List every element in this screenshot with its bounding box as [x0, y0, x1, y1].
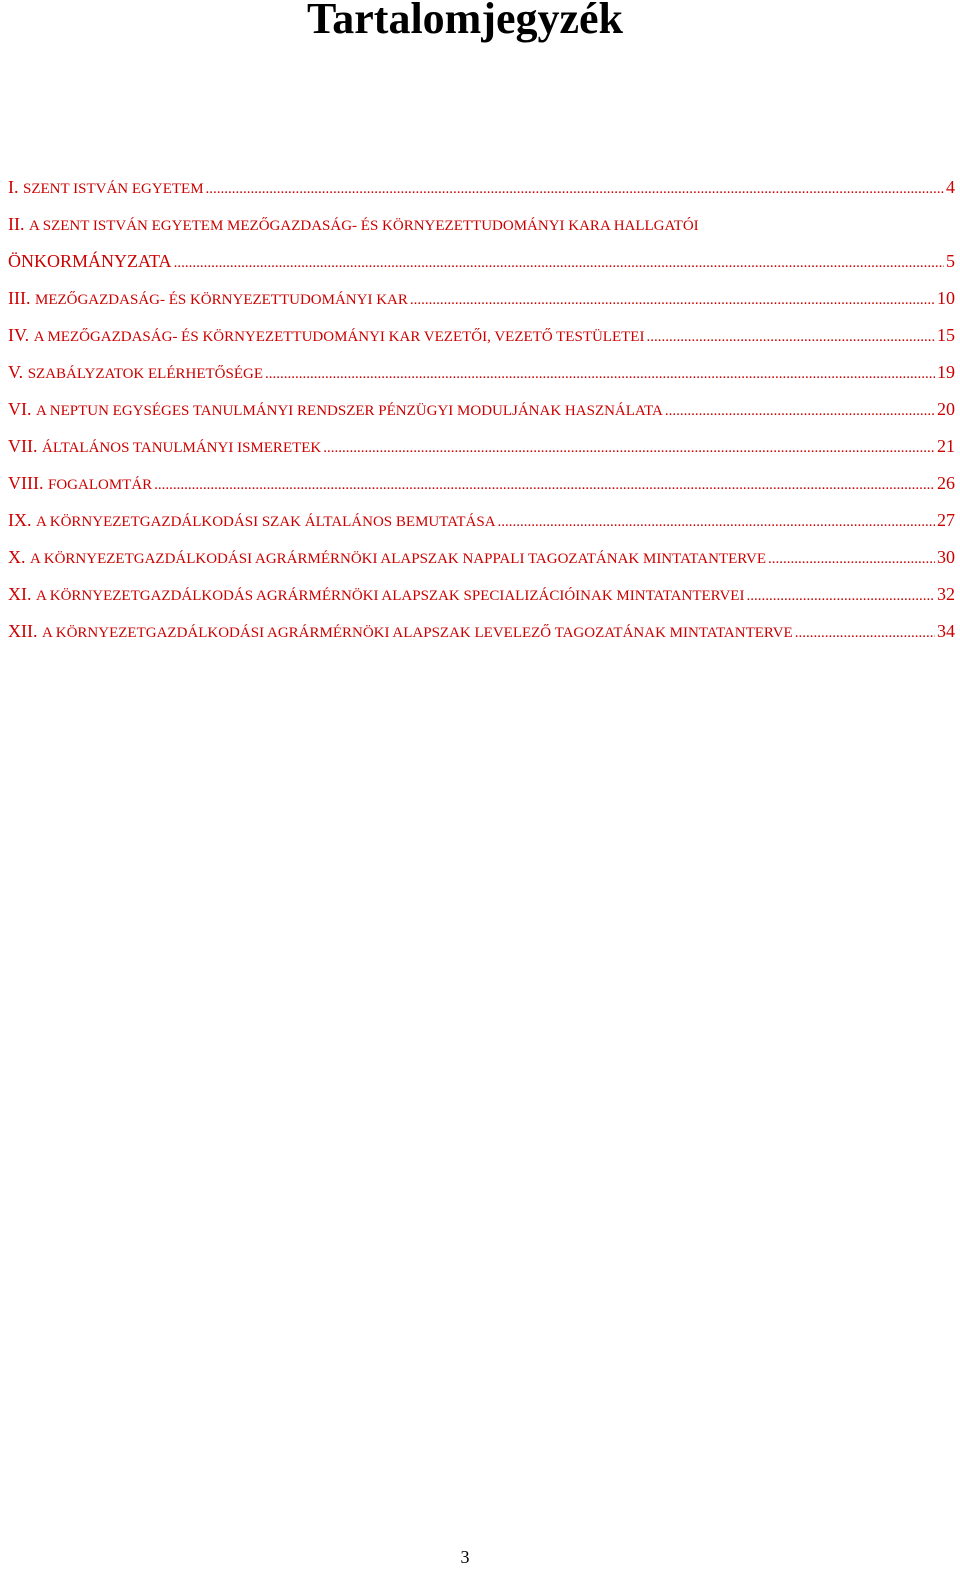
toc-entry-title: MEZŐGAZDASÁG- ÉS KÖRNYEZETTUDOMÁNYI KAR [34, 292, 408, 308]
toc-entry-page: 30 [937, 547, 955, 567]
toc-entry-title: A SZENT ISTVÁN EGYETEM MEZŐGAZDASÁG- ÉS KÖRNYEZETTUDOMÁNYI KARA HALLGATÓI [29, 218, 699, 234]
toc-leader-dots [665, 398, 935, 424]
toc-entry-number: IV. [8, 325, 30, 345]
toc-entry-2-line-1[interactable] [8, 211, 955, 248]
toc-entry-11[interactable] [8, 581, 955, 618]
toc-entry-title-continuation: ÖNKORMÁNYZATA [8, 251, 172, 271]
toc-entry-number: VIII. [8, 473, 44, 493]
table-of-contents [8, 174, 955, 655]
toc-entry-title: FOGALOMTÁR [47, 477, 153, 493]
toc-entry-title: A KÖRNYEZETGAZDÁLKODÁSI SZAK ÁLTALÁNOS BEMUTATÁSA [36, 514, 496, 530]
toc-entry-5[interactable] [8, 359, 955, 396]
toc-entry-2-line-2[interactable] [8, 248, 955, 285]
toc-entry-page: 4 [946, 177, 955, 197]
toc-entry-page: 27 [937, 510, 955, 530]
toc-leader-dots [323, 435, 935, 461]
toc-entry-number: V. [8, 362, 24, 382]
toc-entry-number: VI. [8, 399, 32, 419]
toc-entry-title: A MEZŐGAZDASÁG- ÉS KÖRNYEZETTUDOMÁNYI KAR VEZETŐI, VEZETŐ TESTÜLETEI [33, 329, 645, 345]
toc-entry-title: A KÖRNYEZETGAZDÁLKODÁS AGRÁRMÉRNÖKI ALAPSZAK SPECIALIZÁCIÓINAK MINTATANTERVEI [36, 588, 745, 604]
toc-entry-number: VII. [8, 436, 38, 456]
page-number: 3 [460, 1547, 470, 1567]
toc-leader-dots [746, 583, 935, 609]
toc-entry-4[interactable] [8, 322, 955, 359]
toc-leader-dots [206, 176, 944, 202]
toc-leader-dots [265, 361, 935, 387]
toc-entry-number: X. [8, 547, 26, 567]
toc-entry-number: XI. [8, 584, 32, 604]
toc-entry-6[interactable] [8, 396, 955, 433]
toc-entry-page: 21 [937, 436, 955, 456]
toc-entry-number: IX. [8, 510, 32, 530]
toc-entry-page: 5 [946, 251, 955, 271]
toc-entry-page: 34 [937, 621, 955, 641]
toc-entry-page: 20 [937, 399, 955, 419]
toc-entry-number: XII. [8, 621, 38, 641]
toc-leader-dots [646, 324, 935, 350]
toc-entry-page: 19 [937, 362, 955, 382]
toc-entry-page: 26 [937, 473, 955, 493]
toc-entry-title: ÁLTALÁNOS TANULMÁNYI ISMERETEK [42, 440, 322, 456]
toc-entry-1[interactable] [8, 174, 955, 211]
toc-entry-page: 10 [937, 288, 955, 308]
toc-leader-dots [768, 546, 935, 572]
toc-leader-dots [174, 250, 944, 276]
toc-entry-page: 32 [937, 584, 955, 604]
toc-entry-10[interactable] [8, 544, 955, 581]
toc-entry-9[interactable] [8, 507, 955, 544]
toc-leader-dots [410, 287, 935, 313]
toc-entry-title: A NEPTUN EGYSÉGES TANULMÁNYI RENDSZER PÉNZÜGYI MODULJÁNAK HASZNÁLATA [36, 403, 663, 419]
toc-entry-3[interactable] [8, 285, 955, 322]
toc-entry-12[interactable] [8, 618, 955, 655]
toc-entry-number: I. [8, 177, 19, 197]
toc-entry-number: III. [8, 288, 31, 308]
toc-leader-dots [795, 620, 935, 646]
toc-leader-dots [498, 509, 935, 535]
toc-leader-dots [154, 472, 935, 498]
toc-entry-page: 15 [937, 325, 955, 345]
toc-entry-title: SZABÁLYZATOK ELÉRHETŐSÉGE [27, 366, 263, 382]
toc-entry-8[interactable] [8, 470, 955, 507]
toc-entry-number: II. [8, 214, 25, 234]
toc-entry-title: SZENT ISTVÁN EGYETEM [23, 181, 204, 197]
page-title: Tartalomjegyzék [306, 0, 624, 43]
toc-entry-title: A KÖRNYEZETGAZDÁLKODÁSI AGRÁRMÉRNÖKI ALAPSZAK LEVELEZŐ TAGOZATÁNAK MINTATANTERVE [42, 625, 793, 641]
toc-entry-7[interactable] [8, 433, 955, 470]
toc-entry-title: A KÖRNYEZETGAZDÁLKODÁSI AGRÁRMÉRNÖKI ALAPSZAK NAPPALI TAGOZATÁNAK MINTATANTERVE [30, 551, 767, 567]
